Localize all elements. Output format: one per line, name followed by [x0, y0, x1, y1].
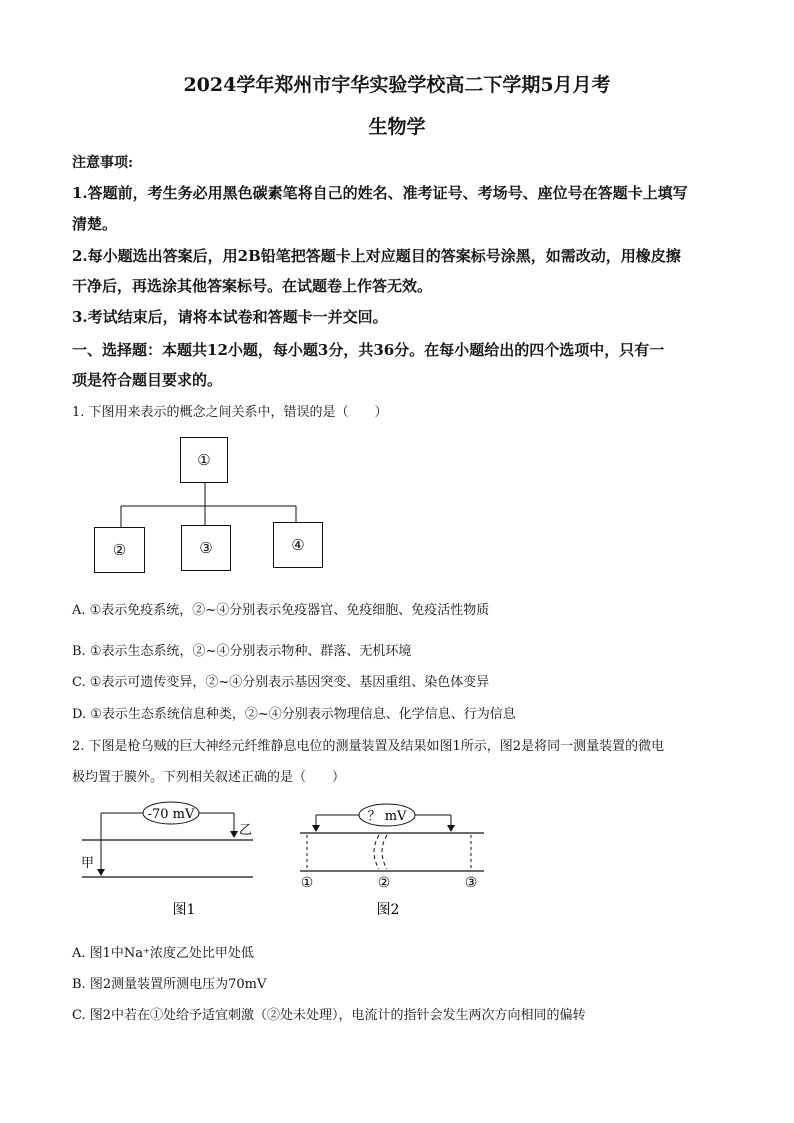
q1-option-d: D. ①表示生态系统信息种类，②~④分别表示物理信息、化学信息、行为信息	[72, 707, 516, 722]
diagram-box-1: ①	[180, 437, 228, 483]
q1-option-a: A. ①表示免疫系统，②~④分别表示免疫器官、免疫细胞、免疫活性物质	[72, 603, 490, 618]
section-1-instruction-line-2: 项是符合题目要求的。	[72, 371, 223, 389]
q2-stem-line-1: 2. 下图是枪乌贼的巨大神经元纤维静息电位的测量装置及结果如图1所示，图2是将同一测量装置的微电	[72, 739, 665, 754]
notice-item-2-line-1: 2.每小题选出答案后，用2B铅笔把答题卡上对应题目的答案标号涂黑，如需改动，用橡皮擦	[72, 247, 681, 265]
q2-option-b: B. 图2测量装置所测电压为70mV	[72, 977, 267, 992]
q2-figure-2	[296, 795, 496, 920]
notice-item-3: 3.考试结束后，请将本试卷和答题卡一并交回。	[72, 308, 388, 326]
fig2-point-1: ①	[300, 875, 314, 891]
fig1-caption: 图1	[172, 902, 196, 918]
diagram-box-3: ③	[181, 525, 231, 571]
notice-heading: 注意事项:	[72, 155, 134, 171]
fig1-meter-reading: -70 mV	[147, 807, 195, 822]
subject-title: 生物学	[368, 116, 426, 138]
exam-title: 2024学年郑州市宇华实验学校高二下学期5月月考	[183, 74, 611, 96]
fig2-point-3: ③	[464, 875, 478, 891]
fig2-meter-reading: ？ mV	[367, 809, 407, 824]
notice-item-1-line-1: 1.答题前，考生务必用黑色碳素笔将自己的姓名、准考证号、考场号、座位号在答题卡上填写	[72, 184, 688, 202]
q1-stem: 1. 下图用来表示的概念之间关系中，错误的是（ ）	[72, 405, 388, 420]
q1-option-b: B. ①表示生态系统，②~④分别表示物种、群落、无机环境	[72, 644, 412, 659]
fig1-label-jia: 甲	[81, 856, 95, 871]
q1-option-c: C. ①表示可遗传变异，②~④分别表示基因突变、基因重组、染色体变异	[72, 675, 490, 690]
q2-option-c: C. 图2中若在①处给予适宜刺激（②处未处理），电流计的指针会发生两次方向相同的偏转	[72, 1008, 586, 1023]
diagram-box-4: ④	[273, 522, 323, 568]
notice-item-1-line-2: 清楚。	[72, 215, 118, 233]
diagram-box-2: ②	[94, 527, 145, 573]
q2-figure-1	[78, 795, 268, 920]
fig2-caption: 图2	[376, 902, 400, 918]
section-1-instruction-line-1: 一、选择题：本题共12小题，每小题3分，共36分。在每小题给出的四个选项中，只有一	[72, 341, 665, 359]
fig2-point-2: ②	[377, 875, 391, 891]
notice-item-2-line-2: 干净后，再选涂其他答案标号。在试题卷上作答无效。	[72, 277, 433, 295]
q2-stem-line-2: 极均置于膜外。下列相关叙述正确的是（ ）	[72, 770, 346, 785]
fig1-label-yi: 乙	[239, 823, 253, 838]
q2-option-a: A. 图1中Na⁺浓度乙处比甲处低	[72, 946, 254, 961]
